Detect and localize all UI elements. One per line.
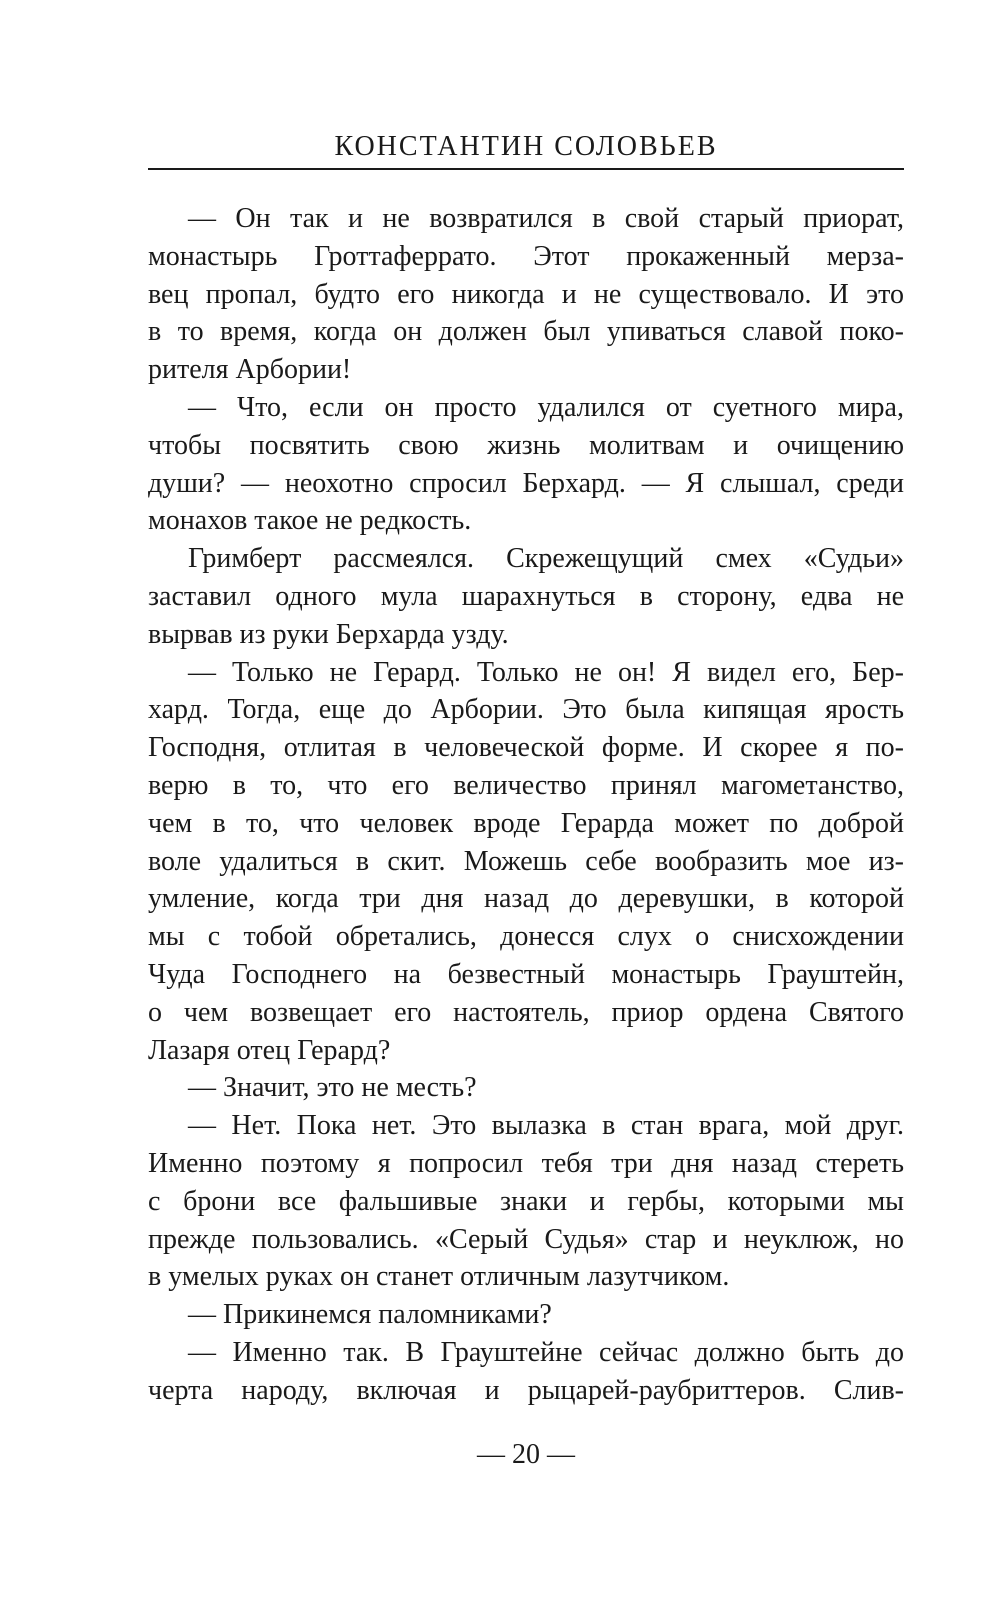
text-line: о чем возвещает его настоятель, приор ордена Святого	[148, 996, 904, 1028]
text-line: чтобы посвятить свою жизнь молитвам и очищению	[148, 429, 904, 461]
text-line: воле удалиться в скит. Можешь себе вообразить мое из-	[148, 845, 904, 877]
text-line: умление, когда три дня назад до деревушки, в которой	[148, 883, 904, 915]
text-line: чем в то, что человек вроде Герарда может по доброй	[148, 807, 904, 839]
text-line: — Только не Герард. Только не он! Я видел его, Бер-	[188, 656, 904, 688]
text-line: Чуда Господнего на безвестный монастырь Грауштейн,	[148, 958, 904, 990]
text-line: Гримберт рассмеялся. Скрежещущий смех «Судьи»	[188, 543, 904, 575]
text-line: в то время, когда он должен был упиваться славой поко-	[148, 316, 904, 348]
text-line: — Нет. Пока нет. Это вылазка в стан врага, мой друг.	[188, 1110, 904, 1142]
page-number: — 20 —	[477, 1439, 575, 1470]
body-text	[148, 200, 904, 1410]
text-line: монастырь Гроттаферрато. Этот прокаженный мерза-	[148, 240, 904, 272]
text-line: Господня, отлитая в человеческой форме. И скорее я по-	[148, 732, 904, 764]
text-line: рителя Арбории!	[148, 354, 352, 386]
text-line: — Что, если он просто удалился от суетного мира,	[188, 391, 904, 423]
header-rule	[148, 168, 904, 170]
text-line: верю в то, что его величество принял магометанство,	[148, 769, 904, 801]
text-line: — Именно так. В Грауштейне сейчас должно быть до	[188, 1336, 904, 1368]
text-line: в умелых руках он станет отличным лазутчиком.	[148, 1261, 730, 1293]
text-line: с брони все фальшивые знаки и гербы, которыми мы	[148, 1185, 904, 1217]
text-line: Именно поэтому я попросил тебя три дня назад стереть	[148, 1147, 904, 1179]
text-line: вырвав из руки Берхарда узду.	[148, 618, 509, 650]
text-line: заставил одного мула шарахнуться в сторону, едва не	[148, 580, 904, 612]
text-line: вец пропал, будто его никогда и не существовало. И это	[148, 278, 904, 310]
running-head-author: КОНСТАНТИН СОЛОВЬЕВ	[334, 131, 718, 162]
text-line: — Значит, это не месть?	[188, 1072, 477, 1104]
text-line: монахов такое не редкость.	[148, 505, 472, 537]
text-line: души? — неохотно спросил Берхард. — Я слышал, среди	[148, 467, 904, 499]
text-line: мы с тобой обретались, донесся слух о снисхождении	[148, 921, 904, 953]
text-line: — Прикинемся паломниками?	[188, 1299, 552, 1331]
text-line: черта народу, включая и рыцарей-раубриттеров. Слив-	[148, 1374, 904, 1406]
text-line: — Он так и не возвратился в свой старый приорат,	[188, 203, 904, 234]
text-line: Лазаря отец Герард?	[148, 1034, 391, 1066]
text-line: прежде пользовались. «Серый Судья» стар и неуклюж, но	[148, 1223, 904, 1255]
text-line: хард. Тогда, еще до Арбории. Это была кипящая ярость	[148, 694, 904, 726]
